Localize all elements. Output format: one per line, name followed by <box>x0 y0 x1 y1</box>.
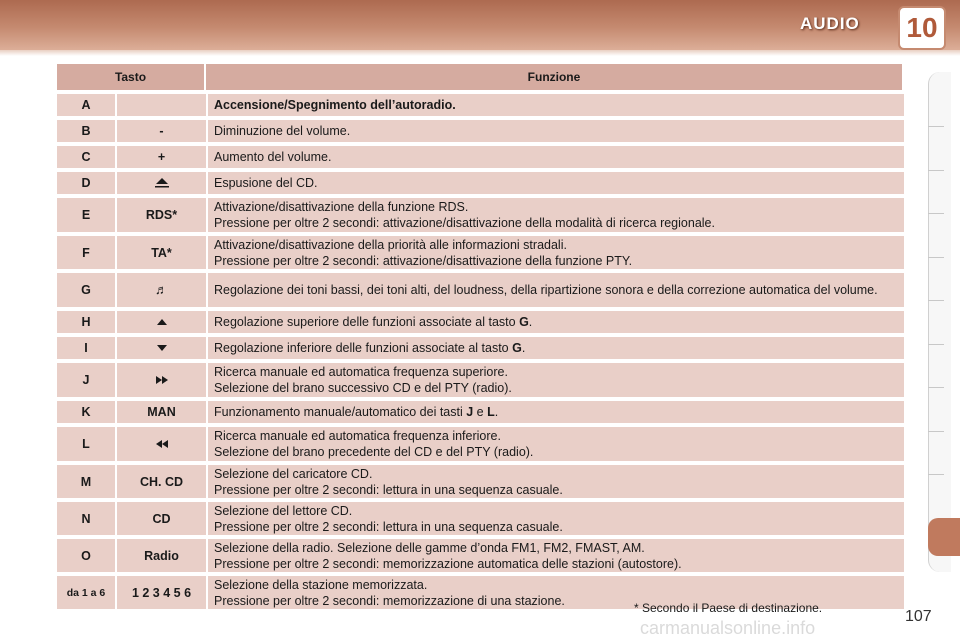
function-text-tail: . <box>521 341 526 355</box>
function-text: Funzionamento manuale/automatico dei tasti <box>214 405 467 419</box>
function-line: Pressione per oltre 2 secondi: memorizzazione automatica delle stazioni (autostore). <box>214 556 682 571</box>
row-function <box>208 427 904 461</box>
side-tab-divider <box>928 257 944 258</box>
row-function <box>208 236 904 269</box>
side-tab-divider <box>928 170 944 171</box>
page-number: 107 <box>905 608 932 625</box>
row-button: + <box>117 146 206 168</box>
row-function <box>208 539 904 572</box>
function-text: Regolazione superiore delle funzioni associate al tasto <box>214 315 520 329</box>
section-title: AUDIO <box>800 14 860 33</box>
chapter-badge: 10 <box>898 6 946 50</box>
table-row <box>57 427 904 461</box>
side-tab-divider <box>928 213 944 214</box>
row-button: 1 2 3 4 5 6 <box>117 576 206 609</box>
footnote: * Secondo il Paese di destinazione. <box>634 601 823 615</box>
side-tab-divider <box>928 344 944 345</box>
key-ref: L <box>487 405 495 419</box>
row-key: G <box>57 273 115 307</box>
col-header-funzione: Funzione <box>206 64 902 90</box>
function-line: Selezione del lettore CD. <box>214 503 353 518</box>
watermark: carmanualsonline.info <box>640 618 816 638</box>
row-key: M <box>57 465 115 498</box>
row-function <box>208 311 904 333</box>
table-row <box>57 465 904 498</box>
header-strip <box>0 50 960 56</box>
table-row <box>57 120 904 142</box>
side-tab-active[interactable] <box>928 518 960 556</box>
row-button <box>117 363 206 397</box>
key-ref: G <box>519 315 529 329</box>
table-row <box>57 337 904 359</box>
function-line: Pressione per oltre 2 secondi: attivazione/disattivazione della funzione PTY. <box>214 253 633 268</box>
row-key: I <box>57 337 115 359</box>
table-row <box>57 198 904 232</box>
row-function <box>208 401 904 423</box>
row-button <box>117 337 206 359</box>
table-row <box>57 94 904 116</box>
function-line: Selezione della radio. Selezione delle gamme d’onda FM1, FM2, FMAST, AM. <box>214 540 645 555</box>
table-row <box>57 236 904 269</box>
rewind-icon <box>156 440 168 448</box>
row-function <box>208 502 904 535</box>
function-line: Selezione del brano precedente del CD e del PTY (radio). <box>214 445 534 459</box>
table-row <box>57 172 904 194</box>
row-button: CD <box>117 502 206 535</box>
row-button: Radio <box>117 539 206 572</box>
key-ref: J <box>466 405 474 419</box>
row-button <box>117 94 206 116</box>
function-line: Ricerca manuale ed automatica frequenza inferiore. <box>214 429 501 443</box>
function-text-tail: . <box>494 405 499 419</box>
function-line: Attivazione/disattivazione della priorità alle informazioni stradali. <box>214 237 567 252</box>
row-key: A <box>57 94 115 116</box>
arrow-down-icon <box>157 345 167 351</box>
table-row <box>57 539 904 572</box>
row-key: D <box>57 172 115 194</box>
function-line: Selezione della stazione memorizzata. <box>214 577 428 592</box>
row-button: - <box>117 120 206 142</box>
row-key: O <box>57 539 115 572</box>
function-line: Attivazione/disattivazione della funzione RDS. <box>214 200 469 214</box>
row-button <box>117 273 206 307</box>
row-button: TA* <box>117 236 206 269</box>
row-key: E <box>57 198 115 232</box>
function-line: Regolazione dei toni bassi, dei toni alti, del loudness, della ripartizione sonora e della correzione automatica del volume. <box>214 283 878 297</box>
function-line: Selezione del caricatore CD. <box>214 466 373 481</box>
function-text: Regolazione inferiore delle funzioni associate al tasto <box>214 341 513 355</box>
row-button: CH. CD <box>117 465 206 498</box>
row-button <box>117 172 206 194</box>
eject-icon <box>154 178 170 188</box>
table-row <box>57 146 904 168</box>
table-row <box>57 502 904 535</box>
side-tabs <box>928 72 951 572</box>
row-function: Diminuzione del volume. <box>208 120 904 142</box>
row-key: F <box>57 236 115 269</box>
fast-forward-icon <box>156 376 168 384</box>
function-line: Selezione del brano successivo CD e del PTY (radio). <box>214 381 512 395</box>
key-ref: G <box>512 341 522 355</box>
row-function: Espusione del CD. <box>208 172 904 194</box>
row-function <box>208 337 904 359</box>
table-row <box>57 401 904 423</box>
row-button: RDS* <box>117 198 206 232</box>
function-line: Ricerca manuale ed automatica frequenza superiore. <box>214 365 508 379</box>
row-key: H <box>57 311 115 333</box>
row-function <box>208 363 904 397</box>
function-text-tail: . <box>528 315 533 329</box>
table-row <box>57 311 904 333</box>
side-tab-divider <box>928 431 944 432</box>
row-button: MAN <box>117 401 206 423</box>
function-text-conj: e <box>473 405 488 419</box>
table-row <box>57 363 904 397</box>
arrow-up-icon <box>157 319 167 325</box>
function-line: Pressione per oltre 2 secondi: lettura in una sequenza casuale. <box>214 519 563 534</box>
row-button <box>117 427 206 461</box>
row-key: B <box>57 120 115 142</box>
side-tab-divider <box>928 126 944 127</box>
function-line: Pressione per oltre 2 secondi: lettura in una sequenza casuale. <box>214 482 563 497</box>
table-row <box>57 273 904 307</box>
table-header <box>57 64 904 90</box>
function-line: Pressione per oltre 2 secondi: attivazione/disattivazione della modalità di ricerca regionale. <box>214 216 715 230</box>
row-function <box>208 198 904 232</box>
row-key: J <box>57 363 115 397</box>
side-tab-divider <box>928 387 944 388</box>
row-key: N <box>57 502 115 535</box>
row-key: C <box>57 146 115 168</box>
row-key: L <box>57 427 115 461</box>
music-note-icon: ♬ <box>155 282 168 297</box>
side-tab-divider <box>928 474 944 475</box>
controls-table <box>57 64 904 613</box>
function-line: Pressione per oltre 2 secondi: memorizzazione di una stazione. <box>214 593 565 608</box>
row-function <box>208 465 904 498</box>
row-function: Accensione/Spegnimento dell’autoradio. <box>208 94 904 116</box>
row-key: da 1 a 6 <box>57 576 115 609</box>
side-tab-divider <box>928 300 944 301</box>
row-function: Aumento del volume. <box>208 146 904 168</box>
row-button <box>117 311 206 333</box>
row-key: K <box>57 401 115 423</box>
row-function <box>208 273 904 307</box>
col-header-tasto: Tasto <box>57 64 204 90</box>
